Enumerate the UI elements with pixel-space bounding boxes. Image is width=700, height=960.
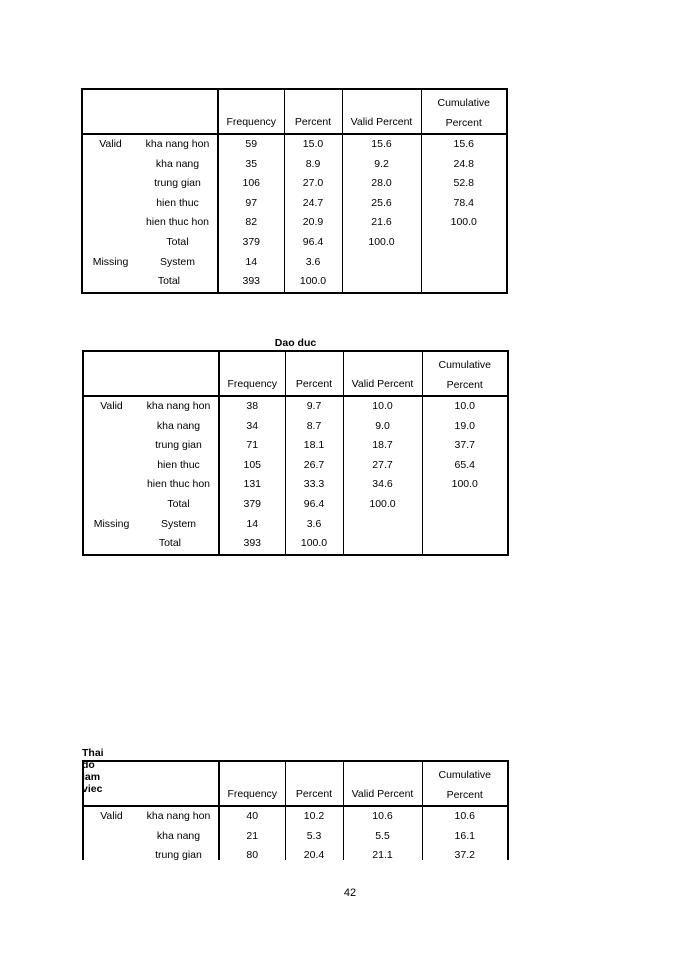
cell-percent: 18.1: [285, 436, 343, 456]
cell-percent: 15.0: [284, 134, 342, 155]
header-frequency: Frequency: [218, 89, 284, 134]
row-label: System: [139, 515, 219, 535]
table-grid: [81, 88, 508, 294]
cell-cumulative: [422, 495, 508, 515]
cell-percent: 10.2: [285, 806, 343, 827]
row-label: trung gian: [139, 846, 219, 860]
cell-cumulative: 15.6: [421, 134, 507, 155]
cell-valid-percent: 9.2: [342, 155, 421, 175]
cell-cumulative: 78.4: [421, 194, 507, 214]
cell-frequency: 35: [218, 155, 284, 175]
row-label: trung gian: [139, 436, 219, 456]
cell-valid-percent: 100.0: [342, 233, 421, 253]
cell-cumulative: [421, 233, 507, 253]
row-label: trung gian: [138, 174, 218, 194]
table-row: [82, 213, 507, 233]
row-label: Total: [138, 233, 218, 253]
row-group: [82, 213, 138, 233]
cell-percent: 100.0: [284, 272, 342, 293]
header-percent: Percent: [284, 89, 342, 134]
cell-cumulative: [421, 253, 507, 273]
cell-valid-percent: 100.0: [343, 495, 422, 515]
cell-frequency: 97: [218, 194, 284, 214]
row-label: kha nang: [138, 155, 218, 175]
row-group: Valid: [83, 806, 139, 827]
cell-percent: 8.7: [285, 417, 343, 437]
header-cumulative-line2: Percent: [445, 116, 482, 129]
row-group: Missing: [83, 515, 139, 535]
cell-percent: 96.4: [285, 495, 343, 515]
row-group: [82, 272, 180, 293]
cell-cumulative: [422, 515, 508, 535]
table-row: [82, 233, 507, 253]
table-row: [83, 534, 508, 555]
cell-frequency: 105: [219, 456, 285, 476]
cell-percent: 33.3: [285, 475, 343, 495]
row-group: [83, 475, 139, 495]
row-label: kha nang hon: [138, 134, 218, 155]
cell-frequency: 393: [218, 272, 284, 293]
cell-frequency: 38: [219, 396, 285, 417]
cell-cumulative: 19.0: [422, 417, 508, 437]
cell-percent: 100.0: [285, 534, 343, 555]
page-number: 42: [343, 887, 357, 899]
row-label: hien thuc: [138, 194, 218, 214]
cell-valid-percent: 34.6: [343, 475, 422, 495]
frequency-table-2: [82, 337, 509, 556]
header-frequency: Frequency: [219, 761, 285, 806]
cell-cumulative: [422, 534, 508, 555]
cell-percent: 24.7: [284, 194, 342, 214]
cell-percent: 8.9: [284, 155, 342, 175]
header-corner: [83, 351, 219, 396]
table-row: [82, 194, 507, 214]
cell-valid-percent: 10.0: [343, 396, 422, 417]
cell-cumulative: [421, 272, 507, 293]
cell-frequency: 71: [219, 436, 285, 456]
header-percent: Percent: [285, 351, 343, 396]
table-row: [82, 253, 507, 273]
header-cumulative-line2: Percent: [446, 788, 483, 801]
cell-valid-percent: 27.7: [343, 456, 422, 476]
header-percent: Percent: [285, 761, 343, 806]
cell-percent: 20.9: [284, 213, 342, 233]
header-corner: [82, 89, 218, 134]
row-group: Missing: [82, 253, 138, 273]
cell-cumulative: 100.0: [422, 475, 508, 495]
table-row: [83, 827, 508, 847]
cell-percent: 5.3: [285, 827, 343, 847]
table-row: [83, 806, 508, 827]
cell-percent: 20.4: [285, 846, 343, 860]
cell-percent: 3.6: [285, 515, 343, 535]
cell-frequency: 14: [219, 515, 285, 535]
row-group: [83, 417, 139, 437]
cell-valid-percent: 28.0: [342, 174, 421, 194]
cell-frequency: 14: [218, 253, 284, 273]
cell-cumulative: 52.8: [421, 174, 507, 194]
header-cumulative-line1: Cumulative: [438, 769, 492, 781]
cell-cumulative: 65.4: [422, 456, 508, 476]
row-label: kha nang hon: [139, 806, 219, 827]
table-grid: [82, 350, 509, 556]
cell-valid-percent: [343, 515, 422, 535]
row-group: [82, 194, 138, 214]
row-group: Valid: [82, 134, 138, 155]
row-group: [82, 174, 138, 194]
table-row: [83, 515, 508, 535]
header-cumulative-percent: [421, 89, 507, 134]
cell-percent: 96.4: [284, 233, 342, 253]
cell-cumulative: 10.0: [422, 396, 508, 417]
cell-cumulative: 10.6: [422, 806, 508, 827]
cell-frequency: 379: [219, 495, 285, 515]
row-label: hien thuc hon: [138, 213, 218, 233]
row-group-text: Total: [157, 275, 180, 288]
cell-valid-percent: [343, 534, 422, 555]
row-group: [83, 495, 139, 515]
table-row: [83, 436, 508, 456]
cell-valid-percent: 5.5: [343, 827, 422, 847]
table-row: [83, 456, 508, 476]
header-cumulative-line1: Cumulative: [438, 359, 492, 371]
header-frequency: Frequency: [219, 351, 285, 396]
table-row: [82, 134, 507, 155]
table-clip: [82, 760, 522, 860]
frequency-table-1: [81, 88, 508, 294]
cell-valid-percent: [342, 272, 421, 293]
cell-frequency: 393: [219, 534, 285, 555]
cell-frequency: 59: [218, 134, 284, 155]
header-cumulative-line2: Percent: [446, 378, 483, 391]
table-grid: [82, 760, 509, 860]
cell-valid-percent: 10.6: [343, 806, 422, 827]
cell-frequency: 34: [219, 417, 285, 437]
cell-valid-percent: 18.7: [343, 436, 422, 456]
cell-percent: 9.7: [285, 396, 343, 417]
row-label: hien thuc: [139, 456, 219, 476]
cell-frequency: 40: [219, 806, 285, 827]
cell-valid-percent: 21.1: [343, 846, 422, 860]
cell-valid-percent: 9.0: [343, 417, 422, 437]
cell-cumulative: 37.7: [422, 436, 508, 456]
cell-cumulative: 100.0: [421, 213, 507, 233]
header-valid-percent: Valid Percent: [342, 89, 421, 134]
cell-frequency: 131: [219, 475, 285, 495]
cell-percent: 3.6: [284, 253, 342, 273]
cell-percent: 26.7: [285, 456, 343, 476]
cell-valid-percent: [342, 253, 421, 273]
row-group: Valid: [83, 396, 139, 417]
header-valid-percent: Valid Percent: [343, 761, 422, 806]
row-label: kha nang: [139, 827, 219, 847]
cell-frequency: 106: [218, 174, 284, 194]
row-label: hien thuc hon: [139, 475, 219, 495]
row-group: [82, 155, 138, 175]
cell-frequency: 80: [219, 846, 285, 860]
table-row: [83, 495, 508, 515]
cell-valid-percent: 25.6: [342, 194, 421, 214]
row-label: kha nang hon: [139, 396, 219, 417]
table-row: [83, 475, 508, 495]
row-group: [83, 534, 181, 555]
cell-cumulative: 16.1: [422, 827, 508, 847]
row-label: kha nang: [139, 417, 219, 437]
header-valid-percent: Valid Percent: [343, 351, 422, 396]
row-group-text: Total: [158, 537, 181, 550]
header-cumulative-line1: Cumulative: [437, 97, 491, 109]
cell-percent: 27.0: [284, 174, 342, 194]
table-row: [83, 396, 508, 417]
row-group: [83, 846, 139, 860]
table-row: [83, 846, 508, 860]
row-group: [83, 456, 139, 476]
cell-valid-percent: 15.6: [342, 134, 421, 155]
header-corner: [83, 761, 219, 806]
row-label: System: [138, 253, 218, 273]
row-group: [83, 827, 139, 847]
cell-frequency: 21: [219, 827, 285, 847]
cell-frequency: 82: [218, 213, 284, 233]
table-row: [82, 272, 507, 293]
cell-valid-percent: 21.6: [342, 213, 421, 233]
row-group: [83, 436, 139, 456]
row-label: Total: [139, 495, 219, 515]
table-row: [82, 174, 507, 194]
table-row: [83, 417, 508, 437]
cell-frequency: 379: [218, 233, 284, 253]
cell-cumulative: 37.2: [422, 846, 508, 860]
row-group: [82, 233, 138, 253]
header-cumulative-percent: [422, 351, 508, 396]
cell-cumulative: 24.8: [421, 155, 507, 175]
table-title: Dao duc: [274, 337, 317, 349]
header-cumulative-percent: [422, 761, 508, 806]
table-row: [82, 155, 507, 175]
